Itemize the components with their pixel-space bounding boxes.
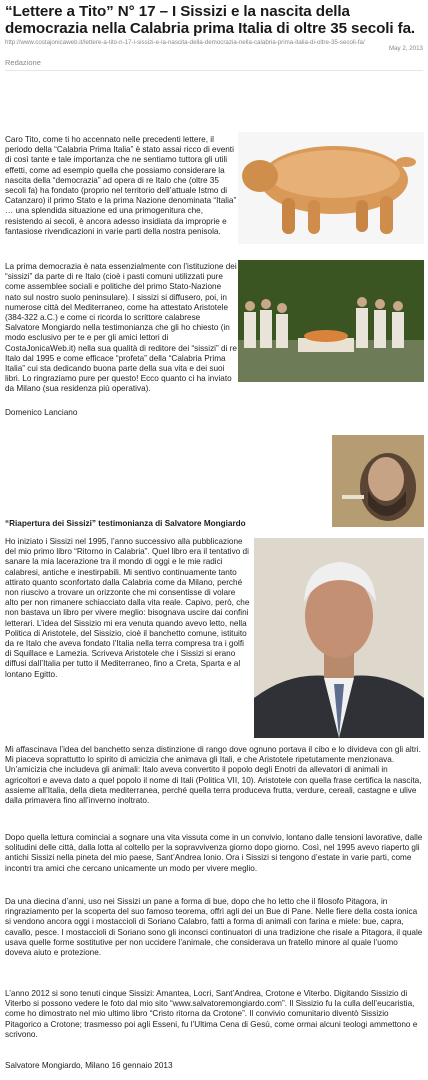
divider: [5, 70, 423, 71]
lanciano-portrait: [332, 435, 424, 527]
group-photo-illustration: [238, 260, 424, 382]
article-url[interactable]: http://www.costajonicaweb.it/lettere-a-tito-n-17-i-sissizi-e-la-nascita-della-democrazia-nella-calabria-prima-italia-di-oltre-35-secoli-fa/: [5, 39, 365, 46]
article: [5, 0, 423, 71]
signature-mongiardo: Salvatore Mongiardo, Milano 16 gennaio 2013: [5, 1061, 173, 1070]
mongiardo-portrait: [254, 538, 424, 738]
article-date: May 2, 2013: [388, 45, 423, 52]
group-photo: [238, 260, 424, 382]
paragraph-5: Dopo quella lettura cominciai a sognare una vita vissuta come in un convivio, lontano dalle tensioni lavorative, dalle solitudini delle città, dalla lotta al coltello per la sopravvivenza giorno dopo giorno. Così, nel 1995 avevo riaperto gli antichi Sissizi nella pineta del mio paese, Sant’Andrea Ionio. Ora i Sissizi si tengono d’estate in varie parti, come incontri tra amici che cercano unicamente un modo per vivere meglio.: [5, 833, 423, 873]
testimony-heading: “Riapertura dei Sissizi” testimonianza di Salvatore Mongiardo: [5, 519, 246, 528]
paragraph-7: L’anno 2012 si sono tenuti cinque Sissizi: Amantea, Locri, Sant’Andrea, Crotone e Viterbo. Digitando Sissizio di Viterbo si possono vedere le foto dal mio sito “www.salvatoremongiardo.com”. Il Sissizio fu la culla dell’eucaristia, come ho dimostrato nel mio ultimo libro “Cristo ritorna da Crotone”. Il convivio comunitario diventò Sissizio Pitagorico a Crotone; trasmesso poi agli Esseni, fu l’Ultima Cena di Gesù, come ormai alcuni teologi ammettono e scrivono.: [5, 989, 418, 1039]
article-title: “Lettere a Tito” N° 17 – I Sissizi e la nascita della democrazia nella Calabria prima Italia di oltre 35 secoli fa.: [5, 3, 416, 37]
article-author: Redazione: [5, 58, 41, 67]
paragraph-4: Mi affascinava l’idea del banchetto senza distinzione di rango dove ognuno portava il cibo e lo dividevа con gli altri. Mi piaceva soprattutto lo spirito di amicizia che animava gli Itali, e che Aristotele ripetutamente menzionava. Un’amicizia che includeva gli animali: Italo aveva convertito il popolo degli Enotri da allevatori di animali in agricoltori e aveva dato a quel popolo il nome di Itali (Politica VII, 10). Aristotele con quella frase certifica la nascita, assieme all’Italia, della dieta mediterranea, perché quella terra produceva frutta, verdure, cereali, castagne e ulive dalla primavera fino all’inverno inoltrato.: [5, 745, 422, 806]
ox-bread-illustration: [238, 132, 424, 244]
mongiardo-portrait-illustration: [254, 538, 424, 738]
lanciano-portrait-illustration: [332, 435, 424, 527]
paragraph-3: Ho iniziato i Sissizi nel 1995, l’anno successivo alla pubblicazione del mio primo libro “Ritorno in Calabria”. Quel libro era il tentativo di sanare la mia lacerazione tra il mondo di oggi e le mie radici calabresi, antiche e inestirpabili. Mi sentivo continuamente tanto attirato quanto sconfortato dalla Calabria come da Milano, perché non riuscivo a trovare un orizzonte che mi consentisse di volare alto per non rimanere schiacciato dalla vita reale. Capivo, però, che non bastava un libro per vivere meglio: bisognava uscire dai confini letterari. L’idea del Sissizio mi era venuta quando avevo letto, nella Politica di Aristotele, del Sissizio, cioè il banchetto comune, istituito da re Italo che aveva fondato l’Italia nella terra compresa tra i golfi di Squillace e Lamezia. Scriveva Aristotele che i Sissizi si erano diffusi dall’Italia per tutto il Mediterraneo, fino a Creta, Sparta e al lontano Egitto.: [5, 537, 250, 679]
paragraph-2: La prima democrazia è nata essenzialmente con l’istituzione dei “sissizi” da parte di re Italo (cioè i pasti comuni utilizzati pure come assemblee sociali e politiche del primo Stato-Nazione nato sul nostro suolo peninsulare). I sissizi si diffusero, poi, in numerose città del Mediterraneo, come ha attestato Aristotele (384-322 a.C.) e come ci ricorda lo scrittore calabrese Salvatore Mongiardo nella testimonianza che gli ho chiesto (in modo esclusivo per te e per gli amici lettori di CostaJonicaWeb.it) nella sua qualità di reditore dei “sissizi” di re Italo dal 1995 e come efficace “profeta” della “Calabria Prima Italia” cui sta dedicando buona parte della sua vita e dei suoi libri. Lo ringraziamo pure per questo! Ecco quanto ci ha inviato da Milano (sua residenza più operativa).: [5, 262, 237, 394]
paragraph-1: Caro Tito, come ti ho accennato nelle precedenti lettere, il periodo della “Calabria Prima Italia” è stato assai ricco di eventi di così tante e tale importanza che ne sentiamo tuttora gli utili effetti, come ad esempio quella che possiamo considerare la nascita della “democrazia” ad opera di re Italo che (oltre 35 secoli fa) ha fondato (proprio nel territorio dell’attuale Istmo di Catanzaro) il primo Stato e la prima Nazione denominata “Italia” … una splendida situazione ed una primogenitura che, resistendo ai secoli, è ancora adesso insidiata da improprie e fantasiose rivendicazioni in varie parti della nostra penisola.: [5, 135, 237, 236]
paragraph-6: Da una diecina d’anni, uso nei Sissizi un pane a forma di bue, dopo che ho letto che il filosofo Pitagora, in ringraziamento per la scoperta del suo famoso teorema, offrì agli dei un Bue di Pane. Nelle fiere della costa ionica si vendono ancora oggi i mostaccioli di Soriano Calabro, fatti a forma di animali con farina e miele: bue, capra, cavallo, pesce. I mostaccioli di Soriano sono gli inconsci continuatori di una tradizione che risale a Pitagora, il quale usava quelle forme sostitutive per non uccidere l’animale, che considerava un fratello minore al quale l’uomo doveva aiuto e protezione.: [5, 897, 423, 958]
ox-bread-image: [238, 132, 424, 244]
signature-lanciano: Domenico Lanciano: [5, 408, 78, 417]
